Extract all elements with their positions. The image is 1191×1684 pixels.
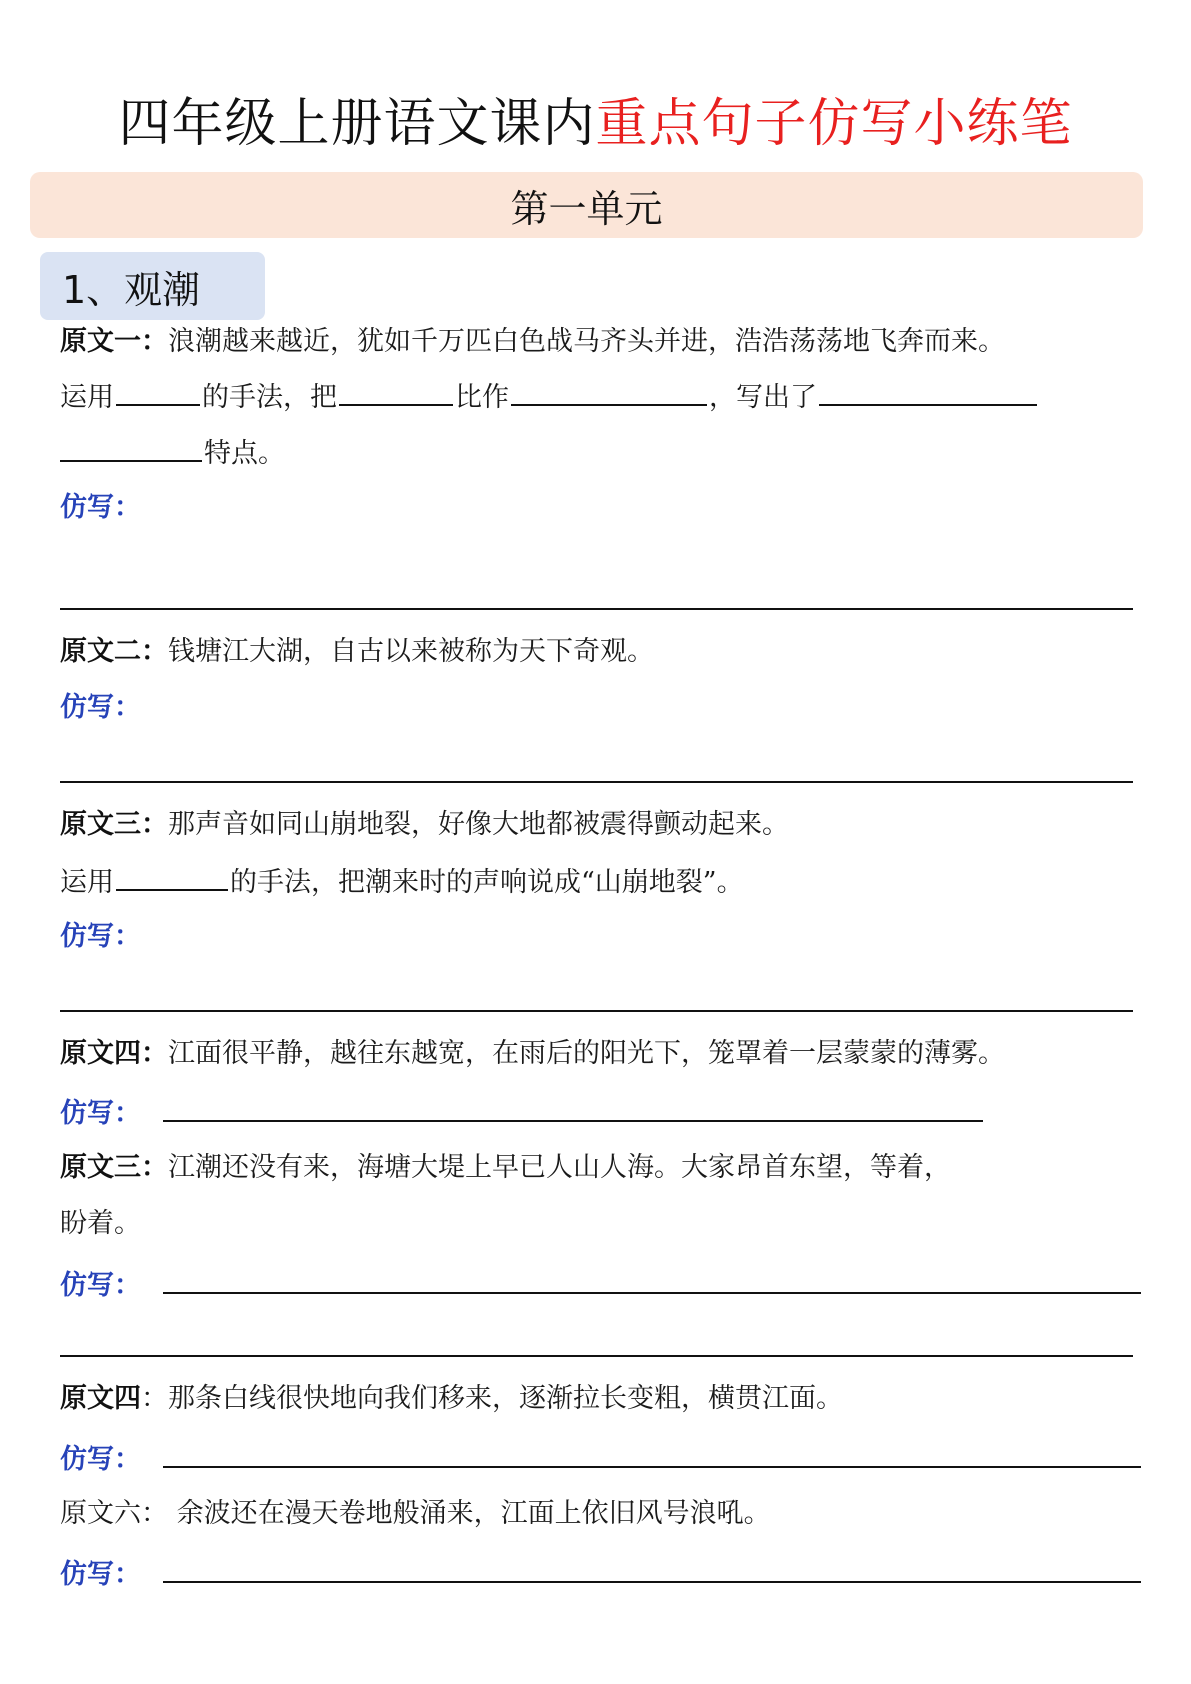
original-sentence-3: [60, 805, 1133, 845]
original-label: 原文四: [60, 1383, 141, 1414]
original-sentence-7: [60, 1494, 1133, 1534]
original-sentence-5: [60, 1148, 1133, 1188]
fill-blank-feature-a[interactable]: [819, 376, 1037, 406]
exercise-text: 特点。: [204, 438, 285, 469]
fill-blank-subject[interactable]: [339, 376, 453, 406]
original-sentence-6: [60, 1379, 1133, 1419]
title-red-part: 重点句子仿写小练笔: [595, 94, 1073, 154]
exercise-text: 运用: [60, 867, 114, 898]
answer-line[interactable]: [60, 1355, 1133, 1357]
fill-blank-compared-to[interactable]: [511, 376, 707, 406]
imitate-label: 仿写：: [60, 921, 141, 952]
original-text: 钱塘江大湖，自古以来被称为天下奇观。: [168, 636, 654, 667]
original-sentence-4: [60, 1034, 1133, 1074]
answer-line[interactable]: [60, 781, 1133, 783]
exercise-3: [60, 861, 1133, 903]
original-label: 原文一：: [60, 326, 168, 357]
original-label: 原文三：: [60, 1152, 168, 1183]
exercise-text: 比作: [455, 382, 509, 413]
section-heading: [40, 252, 265, 320]
fill-blank-technique[interactable]: [116, 376, 200, 406]
original-label: 原文四：: [60, 1038, 168, 1069]
answer-line[interactable]: [163, 1090, 983, 1122]
page-title: [0, 92, 1191, 156]
original-label-colon: ：: [141, 1383, 168, 1414]
exercise-1: [60, 376, 1133, 418]
imitate-row-7: [60, 1551, 1133, 1595]
original-text: 那条白线很快地向我们移来，逐渐拉长变粗，横贯江面。: [168, 1383, 843, 1414]
original-sentence-5-cont: [60, 1204, 1133, 1244]
answer-line[interactable]: [163, 1436, 1141, 1468]
answer-line[interactable]: [163, 1262, 1141, 1294]
original-text: 江潮还没有来，海塘大堤上早已人山人海。大家昂首东望，等着，: [168, 1152, 951, 1183]
unit-label: 第一单元: [510, 186, 663, 231]
imitate-row-6: [60, 1436, 1133, 1480]
answer-line[interactable]: [60, 608, 1133, 610]
original-text: 余波还在漫天卷地般涌来，江面上依旧风号浪吼。: [168, 1498, 771, 1529]
exercise-text: 的手法，把潮来时的声响说成“山崩地裂”。: [230, 867, 744, 898]
imitate-label: 仿写：: [60, 1098, 141, 1129]
exercise-text: ，写出了: [709, 382, 817, 413]
imitate-label: 仿写：: [60, 492, 141, 523]
answer-line[interactable]: [163, 1551, 1141, 1583]
original-text: 盼着。: [60, 1208, 141, 1239]
section-label: 1、观潮: [62, 267, 201, 312]
imitate-label: 仿写：: [60, 692, 141, 723]
original-text: 江面很平静，越往东越宽，在雨后的阳光下，笼罩着一层蒙蒙的薄雾。: [168, 1038, 1005, 1069]
imitate-row-2: [60, 688, 1133, 728]
original-text: 那声音如同山崩地裂，好像大地都被震得颤动起来。: [168, 809, 789, 840]
imitate-row-1: [60, 488, 1133, 528]
imitate-row-3: [60, 917, 1133, 957]
original-label: 原文三：: [60, 809, 168, 840]
original-text: 浪潮越来越近，犹如千万匹白色战马齐头并进，浩浩荡荡地飞奔而来。: [168, 326, 1005, 357]
original-sentence-2: [60, 632, 1133, 672]
imitate-row-5: [60, 1262, 1133, 1306]
imitate-label: 仿写：: [60, 1559, 141, 1590]
answer-line[interactable]: [60, 1010, 1133, 1012]
exercise-text: 的手法，把: [202, 382, 337, 413]
exercise-text: 运用: [60, 382, 114, 413]
original-sentence-1: [60, 322, 1133, 362]
unit-banner: [30, 172, 1143, 238]
fill-blank-feature-b[interactable]: [60, 432, 202, 462]
original-label: 原文二：: [60, 636, 168, 667]
fill-blank-technique[interactable]: [116, 861, 228, 891]
original-label: 原文六：: [60, 1498, 168, 1529]
exercise-1-cont: [60, 432, 1133, 474]
title-black-part: 四年级上册语文课内: [118, 94, 596, 154]
imitate-label: 仿写：: [60, 1444, 141, 1475]
imitate-label: 仿写：: [60, 1270, 141, 1301]
imitate-row-4: [60, 1090, 1133, 1134]
